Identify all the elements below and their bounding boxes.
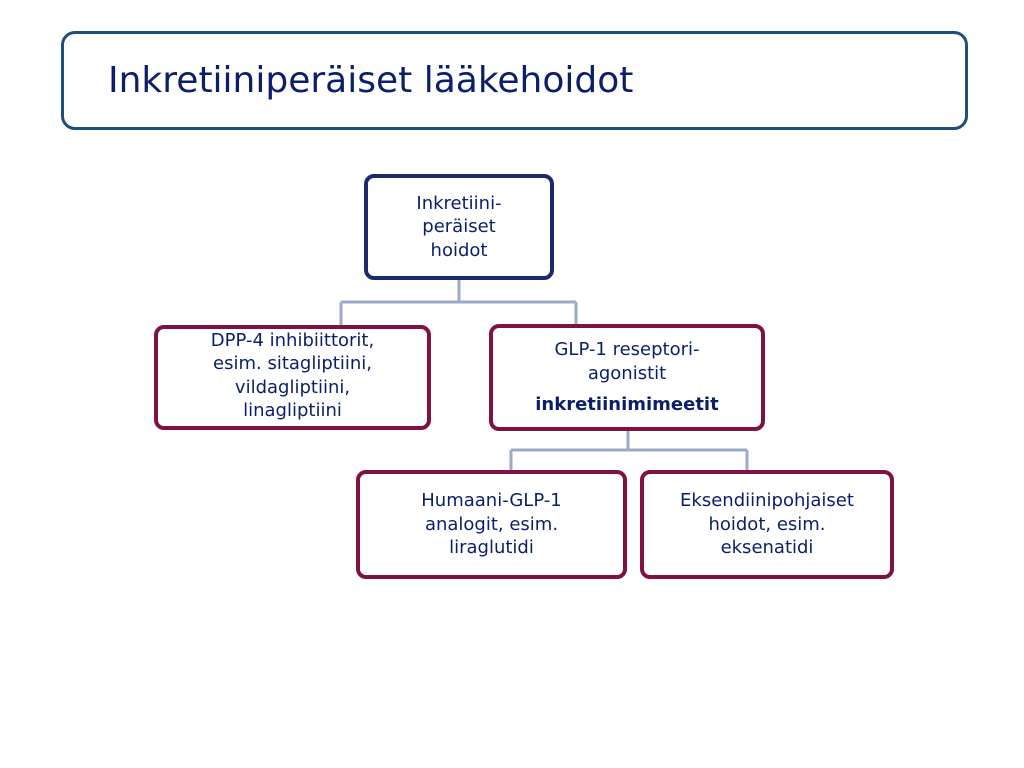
node-glp1-agonists — [489, 324, 765, 431]
node-line: Inkretiini- — [416, 192, 502, 214]
node-line-bold: inkretiinimimeetit — [535, 394, 719, 416]
node-line: liraglutidi — [449, 537, 534, 559]
node-incretin-therapies — [364, 174, 554, 280]
node-line: peräiset — [422, 216, 496, 238]
node-exendin-based-therapies — [640, 470, 894, 579]
node-line: hoidot, esim. — [708, 513, 826, 535]
node-line: DPP-4 inhibiittorit, — [210, 330, 375, 351]
node-line: GLP-1 reseptori- — [554, 339, 700, 361]
node-line: agonistit — [587, 362, 667, 384]
node-line: linagliptiini — [243, 400, 342, 422]
page-title: Inkretiiniperäiset lääkehoidot — [108, 60, 634, 101]
node-line: Eksendiinipohjaiset — [680, 490, 854, 512]
node-line: Humaani-GLP-1 — [421, 490, 562, 512]
node-line: vildagliptiini, — [234, 376, 351, 398]
node-line: analogit, esim. — [424, 513, 559, 535]
node-line: hoidot — [430, 239, 488, 261]
node-dpp4-inhibitors — [154, 325, 431, 430]
node-line: eksenatidi — [720, 537, 814, 559]
node-line: esim. sitagliptiini, — [213, 353, 372, 375]
node-human-glp1-analogs — [356, 470, 627, 579]
